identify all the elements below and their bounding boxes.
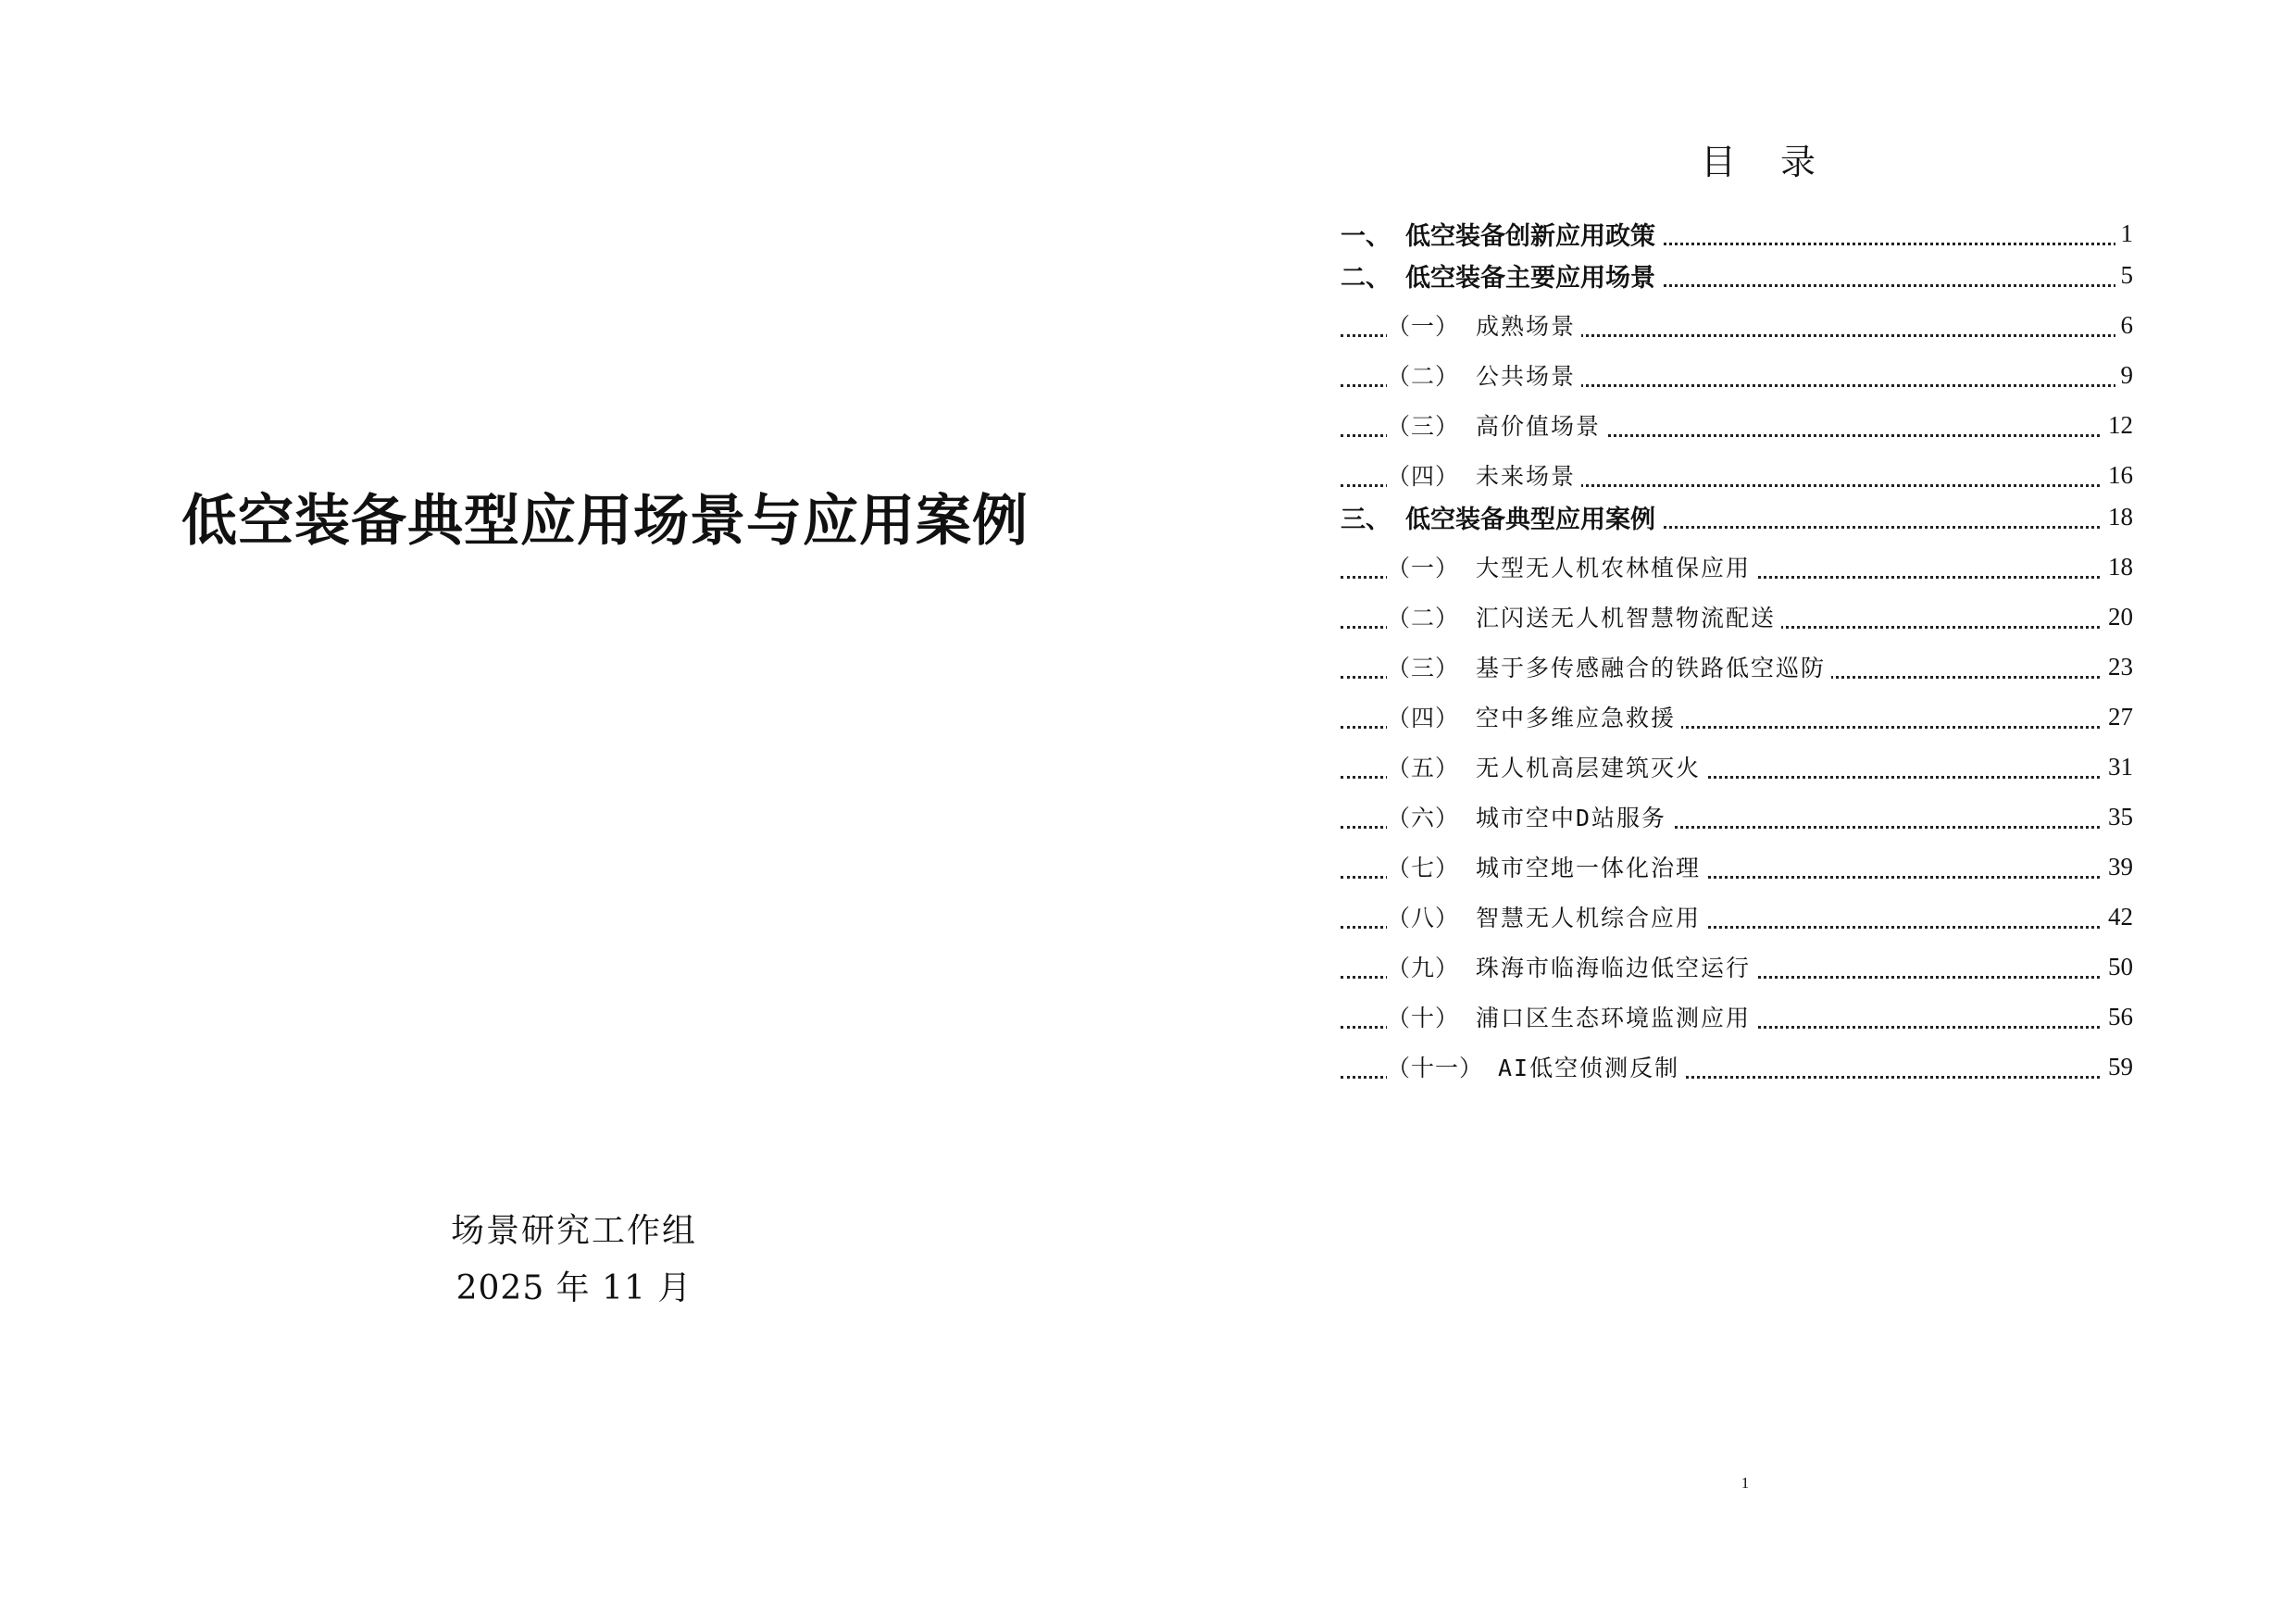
toc-entry-case[interactable] bbox=[1341, 896, 2133, 937]
toc-entry-number: 一、 bbox=[1341, 221, 1391, 251]
toc-entry-case[interactable] bbox=[1341, 696, 2133, 737]
toc-entry-title: 空中多维应急救援 bbox=[1476, 705, 1677, 731]
toc-entry-page: 27 bbox=[2103, 696, 2133, 737]
toc-entry-number: （四） bbox=[1387, 463, 1460, 490]
toc-entry-page: 35 bbox=[2103, 796, 2133, 837]
toc-entry-page: 5 bbox=[2115, 255, 2134, 295]
toc-entry-number: （一） bbox=[1387, 313, 1460, 340]
toc-entry-subsection[interactable] bbox=[1341, 305, 2133, 345]
toc-entry-page: 56 bbox=[2103, 996, 2133, 1037]
toc-entry-number: （一） bbox=[1387, 555, 1460, 581]
toc-entry-number: （十） bbox=[1387, 1005, 1460, 1031]
toc-entry-title: 成熟场景 bbox=[1476, 313, 1577, 340]
toc-entry-title: 基于多传感融合的铁路低空巡防 bbox=[1476, 655, 1827, 681]
toc-entry-title: 未来场景 bbox=[1476, 463, 1577, 490]
toc-entry-title: 浦口区生态环境监测应用 bbox=[1476, 1005, 1752, 1031]
page-number: 1 bbox=[1741, 1474, 1750, 1492]
toc-entry-case[interactable] bbox=[1341, 646, 2133, 687]
toc-entry-case[interactable] bbox=[1341, 946, 2133, 987]
toc-entry-page: 18 bbox=[2103, 546, 2133, 587]
toc-entry-number: （十一） bbox=[1387, 1055, 1484, 1081]
toc-entry-case[interactable] bbox=[1341, 746, 2133, 787]
toc-entry-case[interactable] bbox=[1341, 1046, 2133, 1087]
toc-entry-section-2[interactable] bbox=[1341, 255, 2133, 295]
toc-entry-case[interactable] bbox=[1341, 546, 2133, 587]
toc-entry-number: （八） bbox=[1387, 905, 1460, 931]
toc-entry-page: 12 bbox=[2103, 405, 2133, 445]
toc-entry-number: 三、 bbox=[1341, 505, 1391, 534]
toc-entry-subsection[interactable] bbox=[1341, 405, 2133, 445]
toc-entry-page: 9 bbox=[2115, 355, 2134, 395]
toc-entry-number: （二） bbox=[1387, 605, 1460, 631]
toc-entry-number: （二） bbox=[1387, 363, 1460, 390]
toc-entry-page: 42 bbox=[2103, 896, 2133, 937]
toc-entry-page: 50 bbox=[2103, 946, 2133, 987]
toc-entry-number: （九） bbox=[1387, 955, 1460, 981]
toc-entry-title: 城市空中D站服务 bbox=[1476, 805, 1667, 831]
toc-entry-case[interactable] bbox=[1341, 846, 2133, 887]
toc-entry-title: 大型无人机农林植保应用 bbox=[1476, 555, 1752, 581]
toc-entry-subsection[interactable] bbox=[1341, 355, 2133, 395]
toc-entry-number: 二、 bbox=[1341, 263, 1391, 293]
document-title: 低空装备典型应用场景与应用案例 bbox=[181, 489, 1029, 554]
toc-entry-title: 汇闪送无人机智慧物流配送 bbox=[1476, 605, 1777, 631]
toc-entry-title: 城市空地一体化治理 bbox=[1476, 855, 1702, 881]
toc-entry-title: AI低空侦测反制 bbox=[1498, 1055, 1680, 1081]
toc-entry-number: （五） bbox=[1387, 755, 1460, 781]
toc-entry-section-1[interactable] bbox=[1341, 213, 2133, 254]
toc-entry-page: 16 bbox=[2103, 455, 2133, 495]
toc-entry-page: 23 bbox=[2103, 646, 2133, 687]
toc-entry-title: 公共场景 bbox=[1476, 363, 1577, 390]
toc-entry-page: 18 bbox=[2103, 496, 2133, 537]
toc-entry-number: （七） bbox=[1387, 855, 1460, 881]
toc-entry-page: 39 bbox=[2103, 846, 2133, 887]
toc-entry-title: 高价值场景 bbox=[1476, 413, 1602, 440]
toc-entry-page: 59 bbox=[2103, 1046, 2133, 1087]
toc-entry-case[interactable] bbox=[1341, 596, 2133, 637]
toc-entry-case[interactable] bbox=[1341, 996, 2133, 1037]
toc-entry-title: 珠海市临海临边低空运行 bbox=[1476, 955, 1752, 981]
toc-entry-page: 20 bbox=[2103, 596, 2133, 637]
toc-entry-title: 无人机高层建筑灭火 bbox=[1476, 755, 1702, 781]
toc-entry-title: 智慧无人机综合应用 bbox=[1476, 905, 1702, 931]
publication-date: 2025 年 11 月 bbox=[455, 1269, 693, 1307]
toc-entry-title: 低空装备主要应用场景 bbox=[1405, 263, 1655, 293]
toc-entry-page: 1 bbox=[2115, 213, 2134, 254]
toc-entry-section-3[interactable] bbox=[1341, 496, 2133, 537]
toc-heading-second-char: 录 bbox=[1780, 142, 1818, 182]
toc-entry-case[interactable] bbox=[1341, 796, 2133, 837]
toc-entry-title: 低空装备创新应用政策 bbox=[1405, 221, 1655, 251]
author-organization: 场景研究工作组 bbox=[450, 1212, 697, 1250]
toc-entry-page: 31 bbox=[2103, 746, 2133, 787]
toc-entry-number: （六） bbox=[1387, 805, 1460, 831]
toc-entry-number: （三） bbox=[1387, 413, 1460, 440]
toc-heading bbox=[1592, 139, 1926, 185]
toc-entry-number: （四） bbox=[1387, 705, 1460, 731]
toc-entry-title: 低空装备典型应用案例 bbox=[1405, 505, 1655, 534]
toc-heading-first-char: 目 bbox=[1700, 142, 1738, 182]
toc-entry-subsection[interactable] bbox=[1341, 455, 2133, 495]
toc-entry-page: 6 bbox=[2115, 305, 2134, 345]
toc-entry-number: （三） bbox=[1387, 655, 1460, 681]
